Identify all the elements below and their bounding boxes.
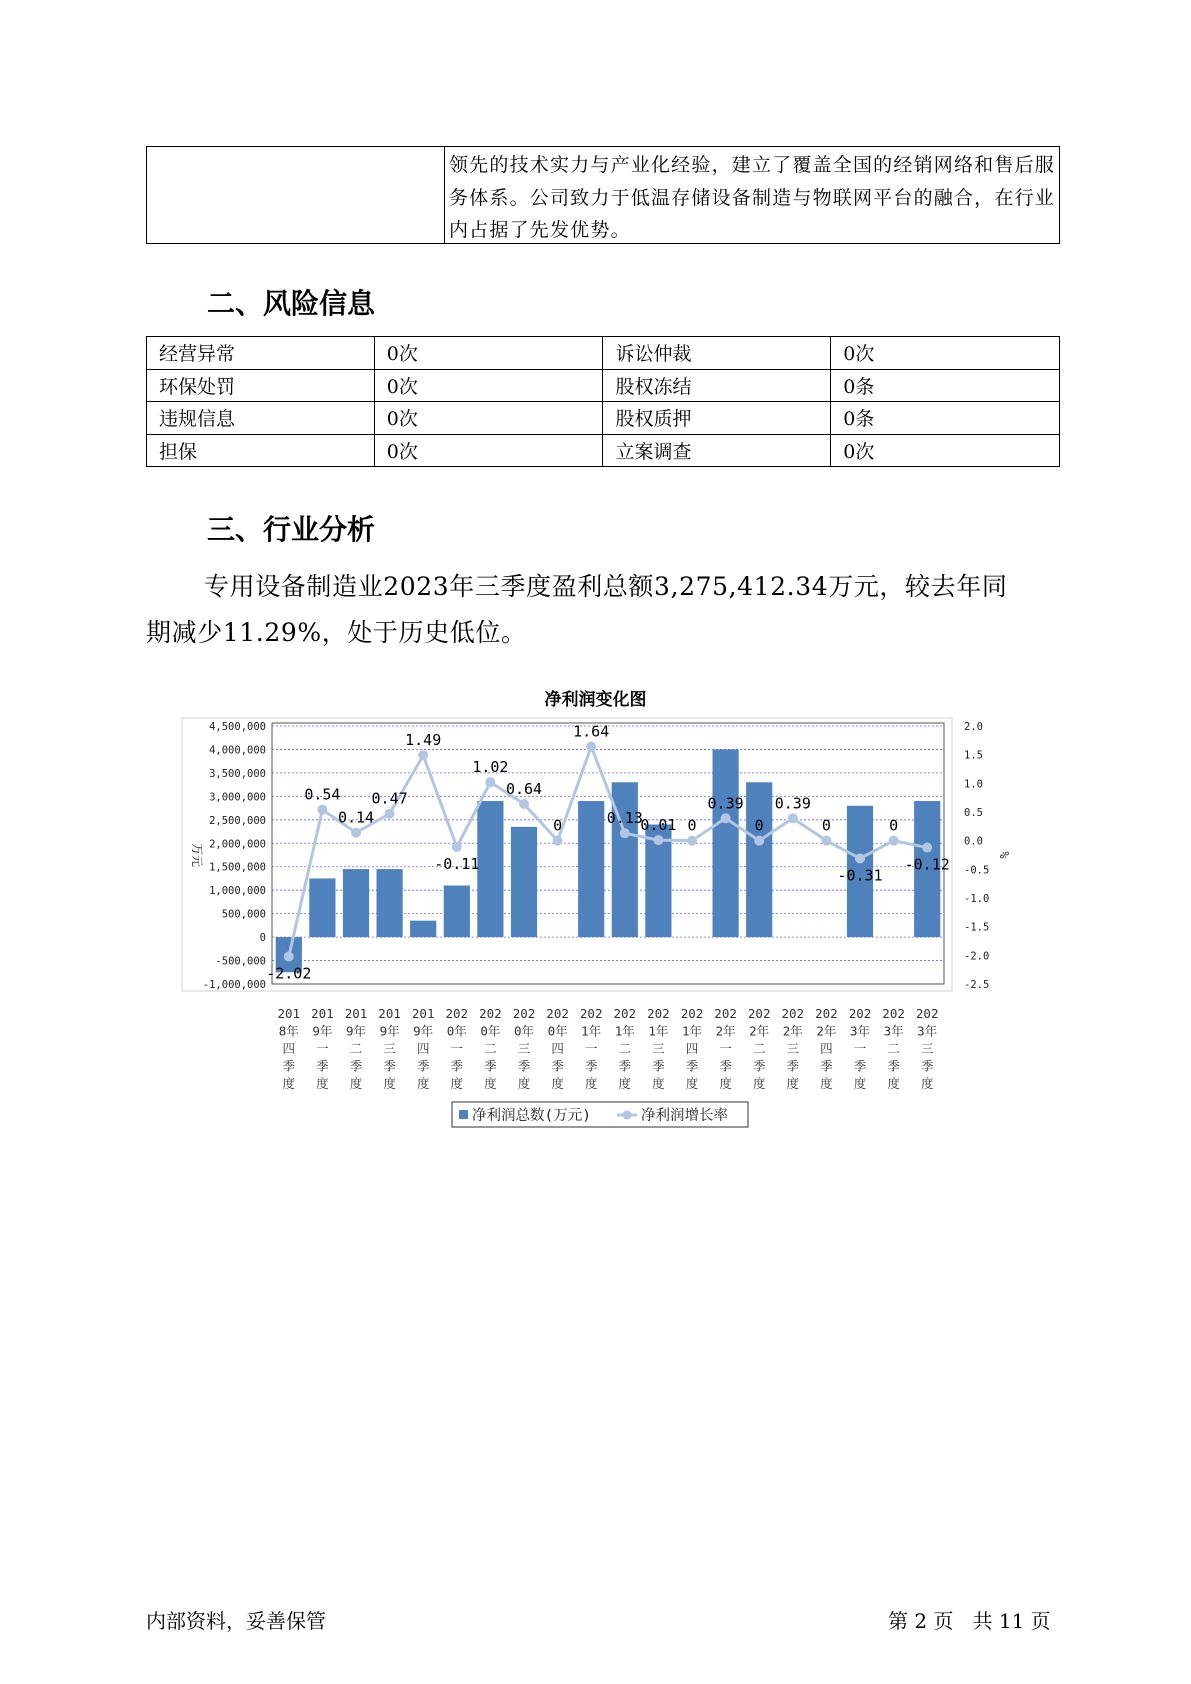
x-tick-label: 二 [484, 1041, 497, 1056]
y-tick-label: 1,000,000 [209, 885, 266, 898]
x-tick-label: 0年 [547, 1023, 568, 1039]
x-tick-label: 201 [344, 1006, 368, 1021]
x-tick-label: 季 [584, 1058, 598, 1074]
x-tick-label: 四 [282, 1041, 296, 1056]
bar-net-profit [712, 749, 738, 937]
data-label-growth-rate: 1.49 [405, 731, 442, 750]
point-growth-rate [855, 853, 865, 863]
data-label-growth-rate: 0.14 [337, 808, 375, 827]
risk-value: 0条 [831, 369, 1060, 402]
x-tick-label: 202 [915, 1006, 939, 1021]
data-label-growth-rate: -0.11 [434, 854, 480, 873]
x-tick-label: 三 [517, 1041, 531, 1056]
x-tick-label: 季 [416, 1058, 430, 1074]
x-tick-label: 201 [277, 1006, 301, 1021]
x-tick-label: 度 [786, 1076, 800, 1091]
x-tick-label: 二 [752, 1041, 766, 1056]
point-growth-rate [687, 836, 697, 846]
x-tick-label: 202 [882, 1006, 905, 1021]
y-axis-label: 万元 [190, 842, 204, 868]
x-tick-label: 1年 [581, 1023, 602, 1039]
x-tick-label: 9年 [312, 1023, 333, 1039]
x-tick-label: 二 [349, 1041, 363, 1056]
x-tick-label: 202 [579, 1006, 603, 1021]
y2-tick-label: -1.0 [964, 893, 990, 905]
legend-line-label: 净利润增长率 [641, 1108, 728, 1124]
x-tick-label: 202 [445, 1006, 469, 1021]
y-tick-label: 2,500,000 [209, 814, 266, 827]
y-tick-label: 2,000,000 [209, 838, 266, 851]
x-tick-label: 二 [887, 1041, 900, 1056]
data-label-growth-rate: 0.39 [707, 794, 744, 813]
x-tick-label: 二 [618, 1041, 632, 1056]
x-tick-label: 季 [853, 1058, 867, 1074]
x-tick-label: 2年 [782, 1023, 803, 1039]
x-tick-label: 季 [349, 1058, 363, 1074]
risk-label: 违规信息 [147, 402, 375, 435]
data-label-growth-rate: 0.47 [371, 789, 408, 808]
section-heading-risk: 二、风险信息 [207, 287, 376, 320]
data-label-growth-rate: 0 [821, 816, 831, 835]
x-tick-label: 202 [613, 1006, 637, 1021]
x-tick-label: 1年 [681, 1023, 703, 1039]
data-label-growth-rate: 0.54 [304, 785, 341, 804]
x-tick-label: 0年 [513, 1023, 535, 1039]
y2-tick-label: 0.5 [964, 807, 983, 819]
x-tick-label: 3年 [917, 1023, 938, 1039]
y-tick-label: 4,500,000 [209, 721, 266, 733]
x-tick-label: 度 [752, 1076, 766, 1091]
y-tick-label: 1,500,000 [209, 861, 266, 874]
x-tick-label: 四 [820, 1041, 833, 1056]
x-tick-label: 季 [316, 1058, 329, 1074]
x-tick-label: 度 [484, 1076, 497, 1091]
x-tick-label: 度 [282, 1076, 296, 1091]
x-tick-label: 202 [848, 1006, 872, 1021]
point-growth-rate [351, 828, 361, 838]
y2-tick-label: 1.5 [964, 749, 983, 762]
x-tick-label: 202 [781, 1006, 805, 1021]
x-tick-label: 202 [479, 1006, 502, 1021]
footer-page-number: 第 2 页 共 11 页 [888, 1609, 1051, 1633]
data-label-growth-rate: -0.12 [904, 855, 950, 874]
x-tick-label: 季 [820, 1058, 833, 1074]
x-tick-label: 季 [719, 1058, 732, 1074]
x-tick-label: 201 [378, 1006, 401, 1021]
risk-label: 股权质押 [603, 402, 831, 435]
data-label-growth-rate: 0 [754, 816, 764, 835]
x-tick-label: 三 [786, 1041, 800, 1056]
point-growth-rate [485, 777, 495, 787]
x-tick-label: 一 [584, 1041, 598, 1056]
data-label-growth-rate: 0.64 [505, 779, 543, 798]
data-label-growth-rate: -2.02 [266, 964, 312, 983]
risk-label: 立案调查 [603, 434, 831, 467]
x-tick-label: 季 [786, 1058, 800, 1074]
risk-label: 经营异常 [147, 337, 375, 370]
y2-tick-label: 2.0 [964, 721, 983, 733]
x-tick-label: 202 [546, 1006, 569, 1021]
legend-bar-label: 净利润总数(万元) [472, 1108, 591, 1124]
x-tick-label: 9年 [379, 1023, 400, 1039]
point-growth-rate [788, 813, 798, 823]
x-tick-label: 3年 [849, 1023, 871, 1039]
x-tick-label: 三 [920, 1041, 934, 1056]
x-tick-label: 度 [719, 1076, 732, 1091]
point-growth-rate [317, 805, 327, 815]
x-tick-label: 9年 [413, 1023, 434, 1039]
x-tick-label: 3年 [883, 1023, 904, 1039]
point-growth-rate [452, 842, 462, 852]
x-tick-label: 202 [714, 1006, 737, 1021]
data-label-growth-rate: 1.02 [472, 758, 509, 777]
x-tick-label: 四 [551, 1041, 564, 1056]
point-growth-rate [653, 835, 663, 845]
x-tick-label: 一 [450, 1041, 464, 1056]
risk-value: 0次 [374, 369, 603, 402]
x-tick-label: 度 [450, 1076, 464, 1091]
y-tick-label: 0 [259, 932, 266, 945]
risk-value: 0次 [831, 434, 1060, 467]
x-tick-label: 0年 [446, 1023, 467, 1039]
risk-value: 0次 [831, 337, 1060, 370]
x-tick-label: 2年 [749, 1023, 770, 1039]
data-label-growth-rate: 0 [687, 816, 697, 835]
bar-net-profit [444, 885, 470, 937]
x-tick-label: 度 [517, 1076, 531, 1091]
x-tick-label: 季 [887, 1058, 900, 1074]
x-tick-label: 季 [383, 1058, 396, 1074]
x-tick-label: 202 [647, 1006, 670, 1021]
data-label-growth-rate: 0 [889, 816, 899, 835]
x-tick-label: 1年 [614, 1023, 635, 1039]
point-growth-rate [620, 828, 630, 838]
x-tick-label: 度 [349, 1076, 363, 1091]
x-tick-label: 三 [383, 1041, 396, 1056]
y-tick-label: 4,000,000 [209, 744, 266, 757]
x-tick-label: 季 [484, 1058, 497, 1074]
y-tick-label: -1,000,000 [202, 979, 266, 991]
point-growth-rate [519, 799, 529, 809]
x-tick-label: 季 [920, 1058, 934, 1074]
point-growth-rate [721, 813, 731, 823]
data-label-growth-rate: 0 [553, 816, 563, 835]
bar-net-profit [309, 878, 335, 937]
x-tick-label: 度 [584, 1076, 598, 1091]
x-tick-label: 度 [685, 1076, 699, 1091]
x-tick-label: 8年 [278, 1023, 299, 1039]
x-tick-label: 1年 [648, 1023, 669, 1039]
bar-net-profit [578, 801, 604, 937]
intro-line: 内占据了先发优势。 [448, 219, 631, 241]
x-tick-label: 201 [411, 1006, 435, 1021]
x-tick-label: 0年 [480, 1023, 501, 1039]
point-growth-rate [586, 742, 596, 752]
legend-bar-swatch [459, 1110, 468, 1119]
x-tick-label: 四 [416, 1041, 430, 1056]
x-tick-label: 度 [853, 1076, 867, 1091]
bar-net-profit [376, 869, 402, 937]
x-tick-label: 202 [680, 1006, 704, 1021]
x-tick-label: 一 [316, 1041, 329, 1056]
point-growth-rate [418, 750, 428, 760]
x-tick-label: 202 [815, 1006, 838, 1021]
x-tick-label: 四 [685, 1041, 699, 1056]
x-tick-label: 度 [820, 1076, 833, 1091]
x-tick-label: 度 [887, 1076, 900, 1091]
x-tick-label: 度 [383, 1076, 396, 1091]
y2-tick-label: -2.5 [964, 979, 990, 991]
x-tick-label: 一 [853, 1041, 867, 1056]
data-label-growth-rate: 0.13 [606, 809, 643, 828]
bar-net-profit [511, 827, 537, 937]
industry-paragraph-line2: 期减少11.29%，处于历史低位。 [146, 618, 527, 647]
point-growth-rate [284, 951, 294, 961]
y2-tick-label: -0.5 [964, 864, 990, 877]
bar-net-profit [410, 921, 436, 937]
industry-paragraph-line1: 专用设备制造业2023年三季度盈利总额3,275,412.34万元，较去年同 [204, 572, 1008, 601]
x-tick-label: 202 [747, 1006, 771, 1021]
x-tick-label: 201 [311, 1006, 334, 1021]
bar-net-profit [477, 801, 503, 937]
intro-line: 领先的技术实力与产业化经验，建立了覆盖全国的经销网络和售后服 [448, 154, 1055, 176]
point-growth-rate [385, 809, 395, 819]
risk-label: 诉讼仲裁 [603, 337, 831, 370]
footer-confidential: 内部资料，妥善保管 [146, 1609, 326, 1633]
plot-area [272, 723, 944, 984]
x-tick-label: 三 [652, 1041, 665, 1056]
legend-line-marker [623, 1111, 632, 1120]
point-growth-rate [754, 836, 764, 846]
bar-net-profit [746, 782, 772, 937]
data-label-growth-rate: 0.01 [640, 816, 677, 835]
x-tick-label: 季 [652, 1058, 665, 1074]
point-growth-rate [821, 836, 831, 846]
y-tick-label: 3,500,000 [209, 767, 266, 780]
section-heading-industry: 三、行业分析 [207, 513, 376, 546]
x-tick-label: 度 [316, 1076, 329, 1091]
data-label-growth-rate: 0.39 [774, 794, 811, 813]
risk-value: 0次 [374, 402, 603, 435]
x-tick-label: 度 [551, 1076, 564, 1091]
x-tick-label: 季 [517, 1058, 531, 1074]
y2-tick-label: -1.5 [964, 921, 990, 934]
x-tick-label: 2年 [715, 1023, 736, 1039]
y-tick-label: 500,000 [221, 908, 266, 921]
risk-value: 0次 [374, 337, 603, 370]
x-tick-label: 202 [512, 1006, 536, 1021]
x-tick-label: 度 [652, 1076, 665, 1091]
y-tick-label: -500,000 [215, 955, 266, 968]
risk-label: 环保处罚 [147, 369, 375, 402]
data-label-growth-rate: -0.31 [837, 866, 883, 885]
x-tick-label: 季 [618, 1058, 632, 1074]
risk-value: 0条 [831, 402, 1060, 435]
x-tick-label: 度 [416, 1076, 430, 1091]
x-tick-label: 季 [450, 1058, 464, 1074]
x-tick-label: 季 [685, 1058, 699, 1074]
x-tick-label: 度 [920, 1076, 934, 1091]
y-tick-label: 3,000,000 [209, 791, 266, 804]
x-tick-label: 季 [551, 1058, 564, 1074]
x-tick-label: 季 [752, 1058, 766, 1074]
chart-title: 净利润变化图 [544, 690, 647, 710]
point-growth-rate [889, 836, 899, 846]
x-tick-label: 季 [282, 1058, 296, 1074]
point-growth-rate [922, 843, 932, 853]
y2-tick-label: 1.0 [964, 778, 983, 791]
risk-value: 0次 [374, 434, 603, 467]
y2-tick-label: -2.0 [964, 950, 990, 963]
y2-tick-label: 0.0 [964, 835, 983, 848]
intro-line: 务体系。公司致力于低温存储设备制造与物联网平台的融合，在行业 [448, 186, 1055, 209]
y2-axis-label: % [997, 851, 1011, 859]
x-tick-label: 2年 [816, 1023, 837, 1039]
x-tick-label: 9年 [345, 1023, 367, 1039]
bar-net-profit [343, 869, 369, 937]
data-label-growth-rate: 1.64 [573, 722, 610, 741]
point-growth-rate [553, 836, 563, 846]
x-tick-label: 一 [719, 1041, 732, 1056]
risk-label: 担保 [147, 434, 375, 467]
risk-label: 股权冻结 [603, 369, 831, 402]
x-tick-label: 度 [618, 1076, 632, 1091]
